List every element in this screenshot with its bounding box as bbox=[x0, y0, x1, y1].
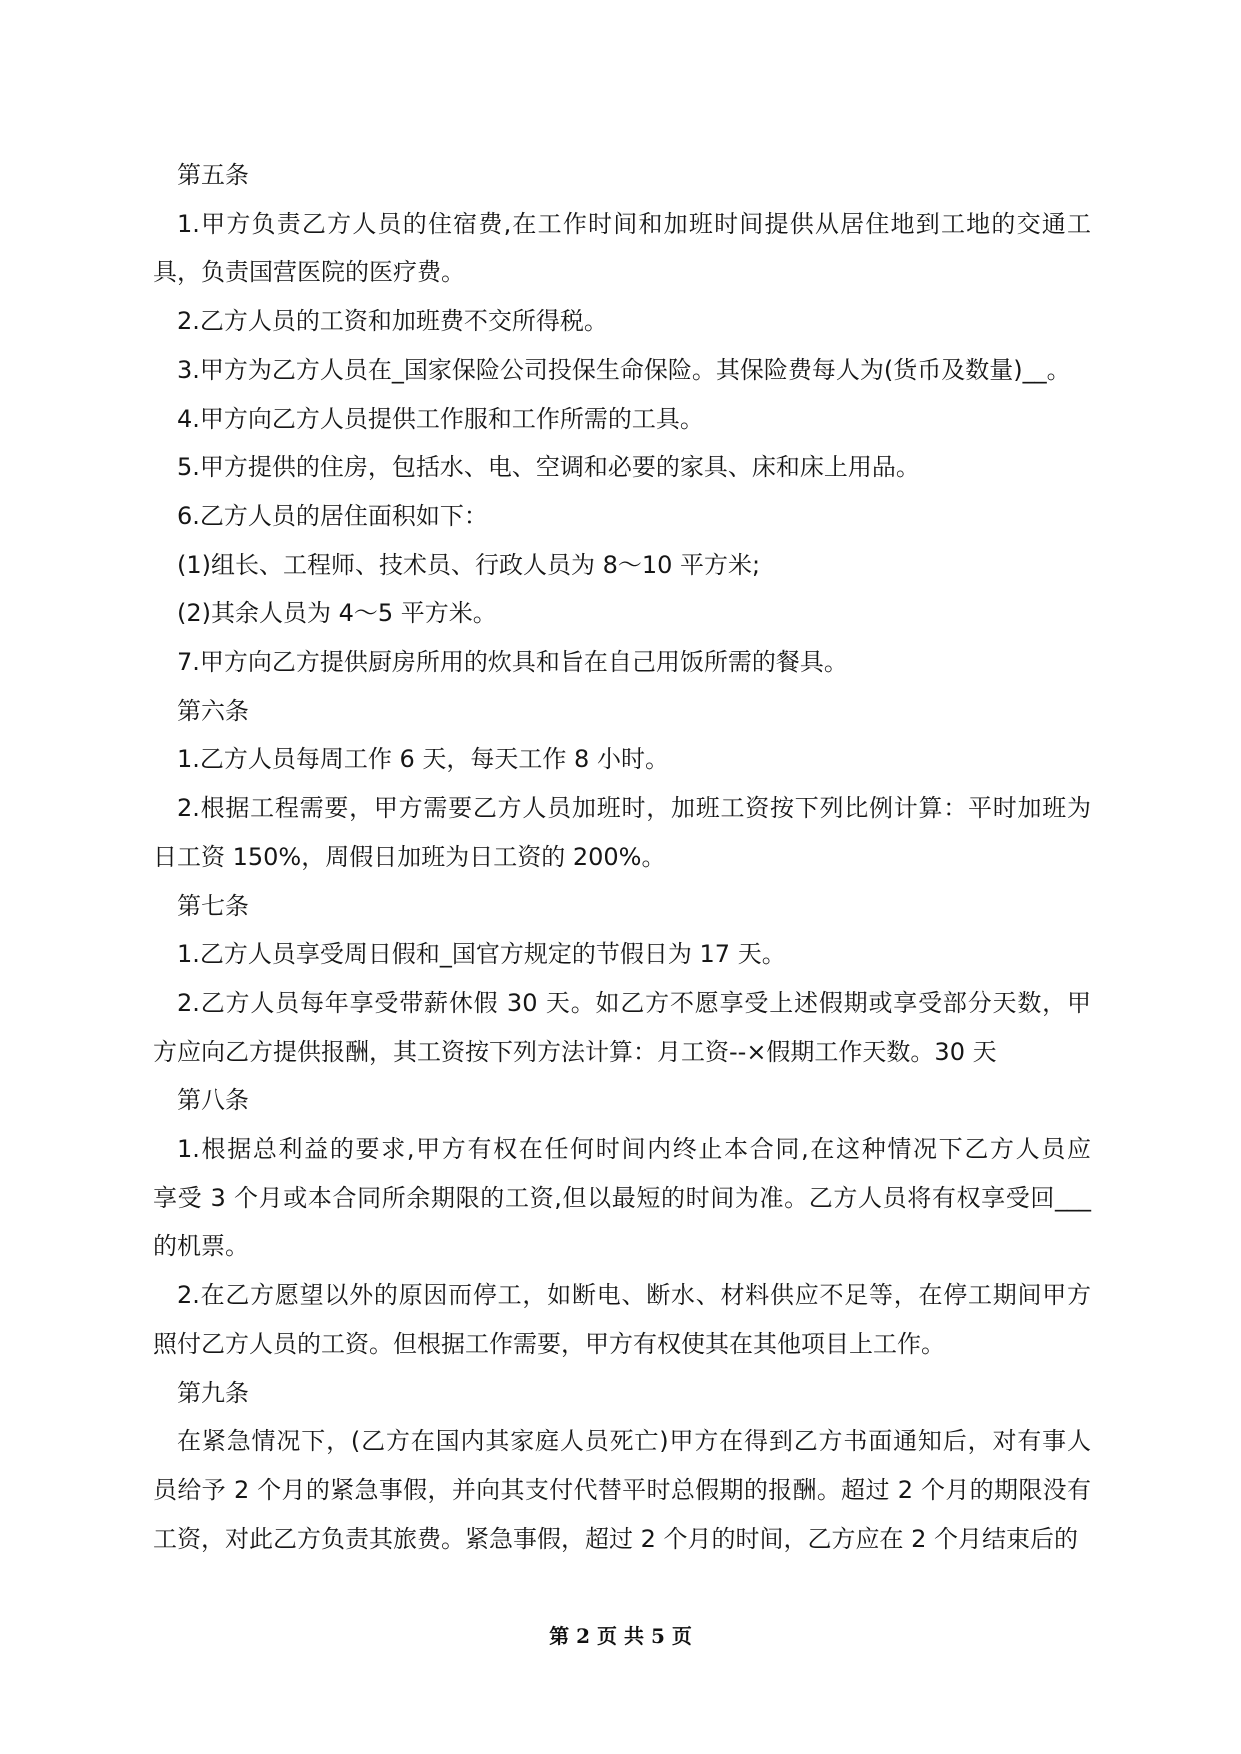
article-section bbox=[153, 151, 1091, 687]
text-line: 工资，对此乙方负责其旅费。紧急事假，超过 2 个月的时间，乙方应在 2 个月结束后的 bbox=[153, 1524, 1079, 1553]
text-line: 1.乙方人员每周工作 6 天，每天工作 8 小时。 bbox=[177, 745, 669, 774]
clause-paragraph bbox=[153, 979, 1091, 1076]
text-line: 7.甲方向乙方提供厨房所用的炊具和旨在自己用饭所需的餐具。 bbox=[177, 648, 848, 677]
clause-paragraph bbox=[153, 492, 1091, 541]
text-line: 1.甲方负责乙方人员的住宿费,在工作时间和加班时间提供从居住地到工地的交通工 bbox=[177, 209, 1091, 238]
text-line: 3.甲方为乙方人员在_国家保险公司投保生命保险。其保险费每人为(货币及数量)__。 bbox=[177, 355, 1071, 384]
clause-paragraph bbox=[153, 395, 1091, 444]
clause-paragraph bbox=[153, 346, 1091, 395]
clause-paragraph bbox=[153, 443, 1091, 492]
text-line: 员给予 2 个月的紧急事假，并向其支付代替平时总假期的报酬。超过 2 个月的期限没有 bbox=[153, 1475, 1091, 1504]
clause-paragraph bbox=[153, 541, 1091, 590]
clause-paragraph bbox=[153, 200, 1091, 297]
article-section bbox=[153, 1369, 1091, 1564]
text-line: 1.根据总利益的要求,甲方有权在任何时间内终止本合同,在这种情况下乙方人员应 bbox=[177, 1135, 1091, 1164]
clause-paragraph bbox=[153, 638, 1091, 687]
article-heading: 第六条 bbox=[177, 696, 249, 725]
text-line: (2)其余人员为 4～5 平方米。 bbox=[177, 599, 497, 628]
clause-paragraph bbox=[153, 589, 1091, 638]
article-heading: 第五条 bbox=[177, 161, 249, 189]
article-heading: 第九条 bbox=[177, 1378, 249, 1407]
text-line: 2.在乙方愿望以外的原因而停工，如断电、断水、材料供应不足等，在停工期间甲方 bbox=[177, 1281, 1091, 1310]
article-section bbox=[153, 1076, 1091, 1368]
clause-paragraph bbox=[153, 297, 1091, 346]
text-line: 具，负责国营医院的医疗费。 bbox=[153, 258, 465, 287]
text-line: 2.乙方人员的工资和加班费不交所得税。 bbox=[177, 307, 608, 336]
text-line: 1.乙方人员享受周日假和_国官方规定的节假日为 17 天。 bbox=[177, 940, 786, 969]
clause-paragraph bbox=[153, 784, 1091, 881]
text-line: 4.甲方向乙方人员提供工作服和工作所需的工具。 bbox=[177, 404, 704, 433]
article-section bbox=[153, 882, 1091, 1077]
text-line: 的机票。 bbox=[153, 1232, 249, 1261]
clause-paragraph bbox=[153, 735, 1091, 784]
text-line: 日工资 150%，周假日加班为日工资的 200%。 bbox=[153, 842, 666, 871]
text-line: (1)组长、工程师、技术员、行政人员为 8～10 平方米; bbox=[177, 550, 761, 579]
article-heading: 第八条 bbox=[177, 1086, 249, 1115]
text-line: 5.甲方提供的住房，包括水、电、空调和必要的家具、床和床上用品。 bbox=[177, 453, 920, 482]
article-heading: 第七条 bbox=[177, 891, 249, 920]
text-line: 方应向乙方提供报酬，其工资按下列方法计算：月工资--×假期工作天数。30 天 bbox=[153, 1037, 997, 1066]
clause-paragraph bbox=[153, 1271, 1091, 1368]
text-line: 在紧急情况下，(乙方在国内其家庭人员死亡)甲方在得到乙方书面通知后，对有事人 bbox=[177, 1427, 1091, 1456]
page-number-footer: 第 2 页 共 5 页 bbox=[549, 1624, 692, 1648]
text-line: 照付乙方人员的工资。但根据工作需要，甲方有权使其在其他项目上工作。 bbox=[153, 1329, 945, 1358]
document-body bbox=[153, 151, 1091, 1563]
text-line: 6.乙方人员的居住面积如下： bbox=[177, 501, 488, 530]
text-line: 2.乙方人员每年享受带薪休假 30 天。如乙方不愿享受上述假期或享受部分天数，甲 bbox=[177, 988, 1091, 1017]
article-section bbox=[153, 687, 1091, 882]
clause-paragraph bbox=[153, 1417, 1091, 1563]
text-line: 享受 3 个月或本合同所余期限的工资,但以最短的时间为准。乙方人员将有权享受回___ bbox=[153, 1183, 1091, 1212]
clause-paragraph bbox=[153, 1125, 1091, 1271]
clause-paragraph bbox=[153, 930, 1091, 979]
text-line: 2.根据工程需要，甲方需要乙方人员加班时，加班工资按下列比例计算：平时加班为 bbox=[177, 794, 1091, 823]
